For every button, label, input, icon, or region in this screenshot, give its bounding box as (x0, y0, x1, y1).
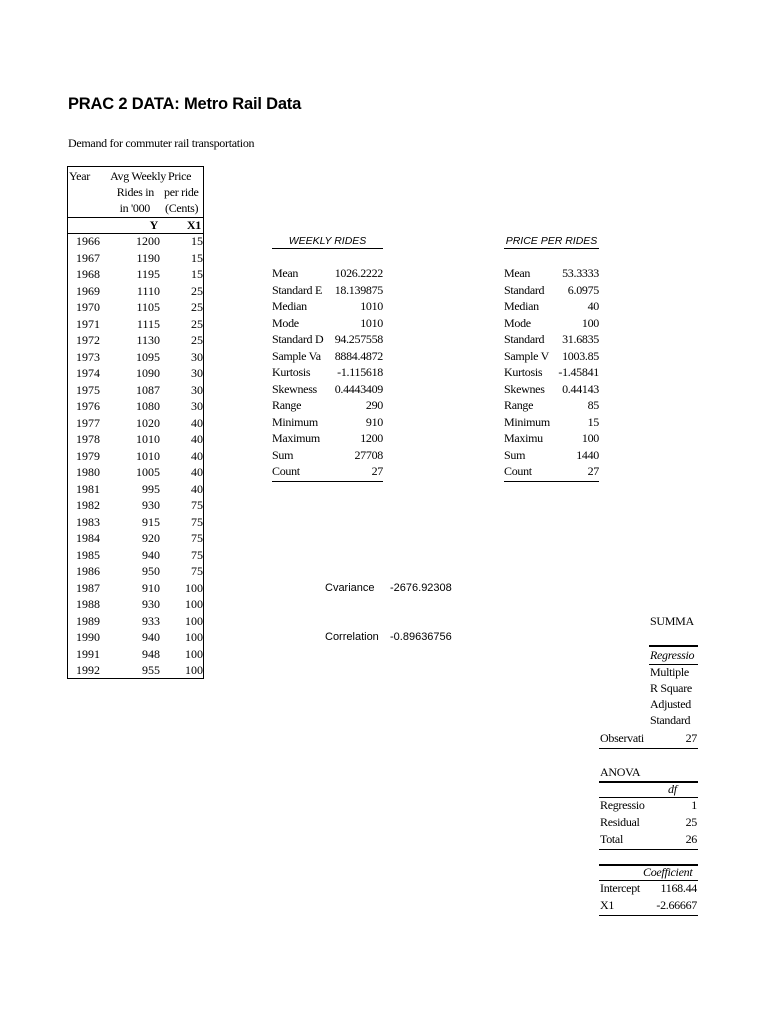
regression-top-rule (649, 645, 698, 647)
stat-label: Median (504, 299, 539, 313)
stat-value: 0.44143 (562, 381, 599, 396)
cell-weekly-rides: 1190 (136, 250, 160, 265)
cell-price: 25 (191, 333, 203, 347)
anova-row-label: Regressio (600, 798, 645, 812)
stat-value: 910 (365, 414, 383, 429)
coef-row-value: -2.66667 (656, 898, 697, 912)
stat-value: 27 (371, 464, 383, 478)
stat-value: 27708 (354, 447, 383, 462)
header-rides-3: in '000 (119, 201, 150, 215)
stat-label: Maximum (272, 431, 320, 445)
stat-label: Mode (272, 315, 299, 330)
observations-value: 27 (685, 731, 697, 745)
weekly-rides-header: WEEKLY RIDES (272, 234, 383, 249)
stat-value: 94.257558 (334, 332, 383, 346)
cell-year: 1978 (76, 432, 100, 446)
cell-weekly-rides: 910 (142, 580, 160, 595)
cell-year: 1969 (76, 283, 100, 298)
cell-weekly-rides: 930 (142, 597, 160, 611)
stat-value: 40 (587, 299, 599, 313)
stat-value: 27 (587, 464, 599, 478)
regression-bottom-rule (599, 748, 698, 749)
covariance-value: -2676.92308 (390, 582, 452, 594)
stat-value: 100 (581, 431, 599, 445)
cell-weekly-rides: 995 (142, 481, 160, 496)
cell-price: 30 (191, 366, 203, 380)
stat-label: Count (272, 464, 300, 478)
cell-year: 1990 (76, 630, 100, 644)
cell-year: 1967 (76, 250, 100, 265)
cell-weekly-rides: 933 (142, 613, 160, 628)
cell-year: 1973 (76, 349, 100, 364)
coef-row-value: 1168.44 (660, 881, 697, 895)
cell-year: 1979 (76, 448, 100, 463)
cell-weekly-rides: 950 (142, 564, 160, 578)
cell-weekly-rides: 1110 (136, 283, 160, 298)
cell-price: 15 (191, 250, 203, 265)
cell-weekly-rides: 1095 (136, 349, 160, 364)
cell-year: 1988 (76, 597, 100, 611)
cell-weekly-rides: 1010 (136, 448, 160, 463)
cell-price: 25 (191, 316, 203, 331)
cell-year: 1977 (76, 415, 100, 430)
cell-weekly-rides: 1087 (136, 382, 160, 397)
observations-label: Observati (600, 731, 644, 745)
coef-header: Coefficient (643, 865, 693, 879)
header-rides-2: Rides in (116, 185, 154, 199)
cell-price: 40 (191, 448, 203, 463)
cell-year: 1971 (76, 316, 100, 331)
header-price-1: Price (168, 169, 192, 183)
cell-year: 1980 (76, 465, 100, 479)
cell-price: 75 (191, 514, 203, 529)
cell-year: 1987 (76, 580, 100, 595)
stat-value: 290 (365, 398, 383, 412)
stat-label: Standard D (272, 332, 324, 346)
regression-stat-adjusted: Adjusted (650, 697, 691, 711)
cell-price: 100 (185, 630, 203, 644)
stat-label: Skewness (272, 381, 317, 396)
cell-weekly-rides: 1090 (136, 366, 160, 380)
header-price-2: per ride (164, 185, 199, 199)
cell-weekly-rides: 940 (142, 547, 160, 562)
cell-price: 75 (191, 564, 203, 578)
header-y: Y (149, 218, 158, 232)
cell-weekly-rides: 940 (142, 630, 160, 644)
stat-label: Sample V (504, 348, 550, 363)
page-title: PRAC 2 DATA: Metro Rail Data (68, 95, 302, 113)
stat-label: Mean (272, 266, 299, 280)
stat-label: Kurtosis (504, 365, 543, 379)
anova-row-value: 25 (685, 815, 697, 829)
cell-price: 75 (191, 498, 203, 512)
correlation-value: -0.89636756 (390, 631, 452, 643)
stat-label: Minimum (272, 414, 318, 429)
stat-label: Mode (504, 315, 531, 330)
cell-price: 100 (185, 663, 203, 677)
cell-weekly-rides: 1005 (136, 465, 160, 479)
stat-value: -1.45841 (558, 365, 599, 379)
cell-year: 1981 (76, 481, 100, 496)
cell-year: 1976 (76, 399, 100, 413)
stat-value: 8884.4872 (334, 348, 383, 363)
stat-value: 1003.85 (562, 348, 599, 363)
stat-value: -1.115618 (337, 365, 383, 379)
anova-title: ANOVA (600, 765, 641, 779)
cell-weekly-rides: 920 (142, 531, 160, 545)
cell-year: 1983 (76, 514, 100, 529)
anova-row-value: 1 (691, 798, 697, 812)
cell-price: 30 (191, 382, 203, 397)
stat-label: Count (504, 464, 532, 478)
stat-value: 53.3333 (562, 266, 599, 280)
anova-header-df: df (668, 782, 677, 796)
cell-weekly-rides: 948 (142, 646, 160, 661)
stat-value: 1440 (576, 447, 599, 462)
cell-price: 100 (185, 613, 203, 628)
cell-year: 1991 (76, 646, 100, 661)
cell-weekly-rides: 1010 (136, 432, 160, 446)
regression-stats-header: Regressio (650, 648, 695, 662)
cell-price: 40 (191, 415, 203, 430)
price-per-rides-header: PRICE PER RIDES (505, 235, 598, 247)
stat-value: 1200 (360, 431, 383, 445)
stat-label: Range (272, 398, 302, 412)
stat-value: 85 (587, 398, 599, 412)
stat-label: Standard E (272, 282, 322, 297)
summary-title: SUMMA (650, 614, 694, 628)
stat-label: Median (272, 299, 307, 313)
cell-price: 100 (185, 580, 203, 595)
page-subtitle: Demand for commuter rail transportation (68, 136, 255, 150)
stat-label: Standard (504, 282, 545, 297)
cell-year: 1974 (76, 366, 100, 380)
coef-row-label: Intercept (600, 881, 640, 895)
cell-year: 1985 (76, 547, 100, 562)
cell-price: 40 (191, 481, 203, 496)
cell-price: 25 (191, 283, 203, 298)
cell-price: 100 (185, 646, 203, 661)
regression-stat-rsquare: R Square (650, 681, 692, 695)
stat-label: Maximu (504, 431, 543, 445)
header-x1: X1 (186, 218, 201, 232)
stat-label: Sum (504, 447, 526, 462)
cell-year: 1992 (76, 663, 100, 677)
cell-year: 1989 (76, 613, 100, 628)
cell-price: 15 (191, 234, 203, 248)
stat-value: 18.139875 (334, 282, 383, 297)
cell-year: 1972 (76, 333, 100, 347)
cell-weekly-rides: 1115 (136, 316, 160, 331)
anova-top-rule (599, 781, 698, 783)
cell-weekly-rides: 1130 (136, 333, 160, 347)
cell-weekly-rides: 1020 (136, 415, 160, 430)
cell-year: 1986 (76, 564, 100, 578)
stat-label: Mean (504, 266, 531, 280)
coef-bottom-rule (599, 915, 698, 916)
stat-value: 0.4443409 (334, 381, 383, 396)
header-rides-1: Avg Weekly (110, 169, 166, 183)
cell-price: 75 (191, 547, 203, 562)
cell-price: 100 (185, 597, 203, 611)
cell-weekly-rides: 1195 (136, 267, 160, 281)
cell-price: 30 (191, 399, 203, 413)
cell-weekly-rides: 955 (142, 663, 160, 677)
cell-year: 1984 (76, 531, 100, 545)
cell-weekly-rides: 930 (142, 498, 160, 512)
stat-value: 15 (587, 414, 599, 429)
cell-price: 15 (191, 267, 203, 281)
cell-price: 40 (191, 432, 203, 446)
cell-price: 75 (191, 531, 203, 545)
cell-year: 1966 (76, 234, 100, 248)
header-year: Year (69, 169, 90, 183)
cell-price: 30 (191, 349, 203, 364)
anova-row-label: Total (600, 832, 623, 846)
correlation-label: Correlation (325, 631, 379, 643)
stat-value: 6.0975 (567, 282, 599, 297)
cell-year: 1968 (76, 267, 100, 281)
stat-label: Range (504, 398, 534, 412)
cell-weekly-rides: 1105 (136, 300, 160, 314)
anova-row-label: Residual (600, 815, 640, 829)
cell-year: 1970 (76, 300, 100, 314)
regression-stat-multiple: Multiple (650, 665, 689, 679)
cell-price: 40 (191, 465, 203, 479)
stat-label: Kurtosis (272, 365, 311, 379)
cell-weekly-rides: 1080 (136, 399, 160, 413)
stat-label: Sum (272, 447, 294, 462)
stat-value: 100 (581, 315, 599, 330)
cell-year: 1975 (76, 382, 100, 397)
cell-year: 1982 (76, 498, 100, 512)
stat-value: 31.6835 (562, 332, 599, 346)
cell-weekly-rides: 915 (142, 514, 160, 529)
stat-label: Standard (504, 332, 545, 346)
stat-label: Skewnes (504, 381, 545, 396)
stat-value: 1010 (360, 299, 383, 313)
coef-row-label: X1 (600, 898, 615, 912)
header-price-3: (Cents) (165, 201, 199, 215)
anova-row-value: 26 (685, 832, 697, 846)
cell-price: 25 (191, 300, 203, 314)
covariance-label: Cvariance (325, 582, 375, 594)
stat-value: 1010 (360, 315, 383, 330)
stat-label: Minimum (504, 414, 550, 429)
regression-stat-standard: Standard (650, 713, 691, 727)
stat-label: Sample Va (272, 348, 321, 363)
stat-value: 1026.2222 (334, 266, 383, 280)
cell-weekly-rides: 1200 (136, 234, 160, 248)
anova-bottom-rule (599, 849, 698, 850)
